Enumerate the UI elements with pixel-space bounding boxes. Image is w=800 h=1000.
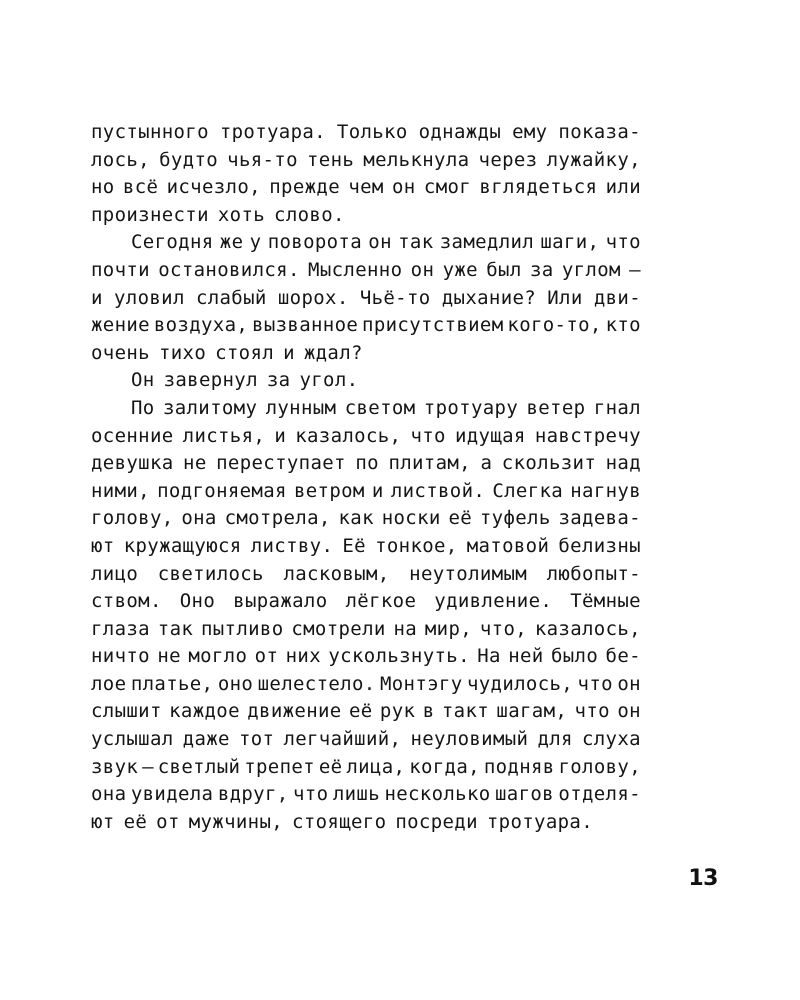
text-line: ют её от мужчины, стоящего посреди тротуара.	[91, 810, 593, 833]
text-line: произнести хоть слово.	[91, 203, 345, 226]
text-line: голову, она смотрела, как носки её туфель задева-	[91, 507, 641, 530]
text-line: ством. Оно выражало лёгкое удивление. Тёмные	[91, 590, 641, 613]
text-line: ними, подгоняемая ветром и листвой. Слегка нагнув	[91, 479, 641, 502]
paragraph	[91, 119, 641, 229]
text-line: осенние листья, и казалось, что идущая навстречу	[91, 424, 641, 447]
text-line: ют кружащуюся листву. Её тонкое, матовой белизны	[91, 534, 641, 557]
text-line: пустынного тротуара. Только однажды ему показа-	[91, 121, 641, 143]
text-line: и уловил слабый шорох. Чьё-то дыхание? Или дви-	[91, 286, 641, 309]
text-line: лось, будто чья-то тень мелькнула через лужайку,	[91, 148, 641, 171]
body-text	[91, 119, 641, 836]
text-line: глаза так пытливо смотрели на мир, что, казалось,	[91, 617, 641, 640]
text-line: лое платье, оно шелестело. Монтэгу чудилось, что он	[91, 672, 641, 695]
text-line: жение воздуха, вызванное присутствием кого-то, кто	[91, 314, 641, 337]
text-line: слышит каждое движение её рук в такт шагам, что он	[91, 700, 641, 723]
text-line: но всё исчезло, прежде чем он смог вглядеться или	[91, 176, 641, 199]
text-line: Он завернул за угол.	[131, 369, 359, 392]
text-line: услышал даже тот легчайший, неуловимый для слуха	[91, 728, 641, 751]
text-line: ничто не могло от них ускользнуть. На ней было бе-	[91, 645, 641, 668]
text-line: очень тихо стоял и ждал?	[91, 341, 363, 364]
text-line: лицо светилось ласковым, неутолимым любопыт-	[91, 562, 641, 585]
paragraph	[91, 367, 641, 395]
page-number: 13	[688, 866, 718, 891]
text-line: По залитому лунным светом тротуару ветер гнал	[131, 396, 641, 419]
text-line: Сегодня же у поворота он так замедлил шаги, что	[131, 231, 641, 254]
paragraph	[91, 395, 641, 837]
text-line: звук — светлый трепет её лица, когда, подняв голову,	[91, 755, 641, 778]
paragraph	[91, 229, 641, 367]
text-line: девушка не переступает по плитам, а скользит над	[91, 452, 641, 475]
text-line: она увидела вдруг, что лишь несколько шагов отделя-	[91, 783, 641, 806]
text-line: почти остановился. Мысленно он уже был за углом —	[91, 258, 641, 281]
